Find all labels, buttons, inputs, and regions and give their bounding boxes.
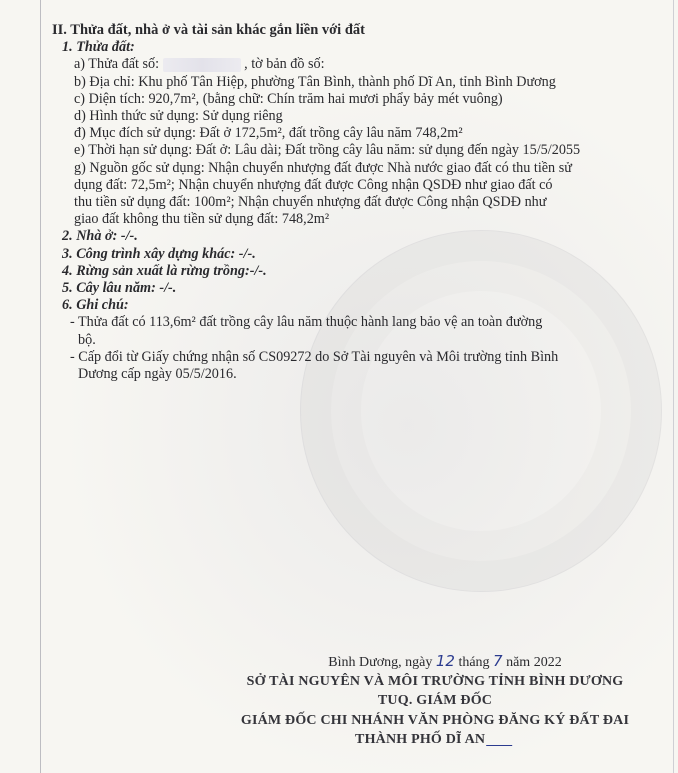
usage-form-line: d) Hình thức sử dụng: Sử dụng riêng bbox=[74, 108, 283, 125]
section-title: II. Thửa đất, nhà ở và tài sản khác gắn liền với đất bbox=[52, 22, 365, 38]
origin-line-1: g) Nguồn gốc sử dụng: Nhận chuyển nhượng đất được Nhà nước giao đất có thu tiền sử bbox=[74, 159, 572, 176]
house-line: 2. Nhà ở: -/-. bbox=[62, 228, 138, 245]
note-1-line-1: - Thửa đất có 113,6m² đất trồng cây lâu năm thuộc hành lang bảo vệ an toàn đường bbox=[70, 314, 543, 331]
city-name-line bbox=[200, 730, 670, 749]
signature-mark-icon bbox=[486, 733, 518, 746]
construction-line: 3. Công trình xây dựng khác: -/-. bbox=[62, 245, 256, 262]
note-1-line-2: bộ. bbox=[78, 331, 96, 348]
forest-line: 4. Rừng sản xuất là rừng trồng:-/-. bbox=[62, 262, 267, 279]
date-prefix: Bình Dương, ngày bbox=[328, 655, 433, 670]
issue-date-line bbox=[200, 652, 670, 672]
month-label: tháng bbox=[458, 655, 490, 670]
signature-block bbox=[200, 652, 670, 749]
year-label: năm 2022 bbox=[506, 655, 562, 670]
area-line: c) Diện tích: 920,7m², (bằng chữ: Chín trăm hai mươi phẩy bảy mét vuông) bbox=[74, 90, 503, 107]
right-margin-line bbox=[673, 0, 674, 773]
tuq-title: TUQ. GIÁM ĐỐC bbox=[377, 693, 493, 709]
city-name: THÀNH PHỐ DĨ AN bbox=[355, 731, 486, 747]
note-2-line-2: Dương cấp ngày 05/5/2016. bbox=[78, 366, 237, 383]
perennial-line: 5. Cây lâu năm: -/-. bbox=[62, 280, 177, 297]
redacted-land-number bbox=[163, 58, 241, 72]
usage-purpose-line: đ) Mục đích sử dụng: Đất ở 172,5m², đất trồng cây lâu năm 748,2m² bbox=[74, 125, 463, 142]
origin-line-2: dụng đất: 72,5m²; Nhận chuyển nhượng đất được Công nhận QSDĐ như giao đất có bbox=[74, 176, 553, 193]
land-number-line bbox=[52, 56, 652, 73]
left-margin-line bbox=[40, 0, 41, 773]
handwritten-day: 12 bbox=[435, 652, 455, 670]
origin-line-3: thu tiền sử dụng đất: 100m²; Nhận chuyển nhượng đất được Công nhận QSDĐ như bbox=[74, 194, 547, 211]
notes-heading: 6. Ghi chú: bbox=[62, 297, 129, 314]
director-title: GIÁM ĐỐC CHI NHÁNH VĂN PHÒNG ĐĂNG KÝ ĐẤT ĐAI bbox=[240, 712, 630, 728]
land-heading: 1. Thửa đất: bbox=[62, 39, 135, 56]
note-2-line-1: - Cấp đổi từ Giấy chứng nhận số CS09272 do Sở Tài nguyên và Môi trường tỉnh Bình bbox=[70, 348, 559, 365]
handwritten-month: 7 bbox=[493, 652, 503, 670]
document-body bbox=[52, 22, 652, 383]
usage-term-line: e) Thời hạn sử dụng: Đất ở: Lâu dài; Đất trồng cây lâu năm: sử dụng đến ngày 15/5/2055 bbox=[74, 142, 581, 159]
map-sheet-label: , tờ bản đồ số: bbox=[244, 56, 325, 73]
origin-line-4: giao đất không thu tiền sử dụng đất: 748,2m² bbox=[74, 211, 330, 228]
agency-name: SỞ TÀI NGUYÊN VÀ MÔI TRƯỜNG TỈNH BÌNH DƯƠNG bbox=[246, 674, 624, 690]
address-line: b) Địa chỉ: Khu phố Tân Hiệp, phường Tân Bình, thành phố Dĩ An, tỉnh Bình Dương bbox=[74, 73, 556, 90]
land-number-label: a) Thửa đất số: bbox=[74, 56, 160, 73]
